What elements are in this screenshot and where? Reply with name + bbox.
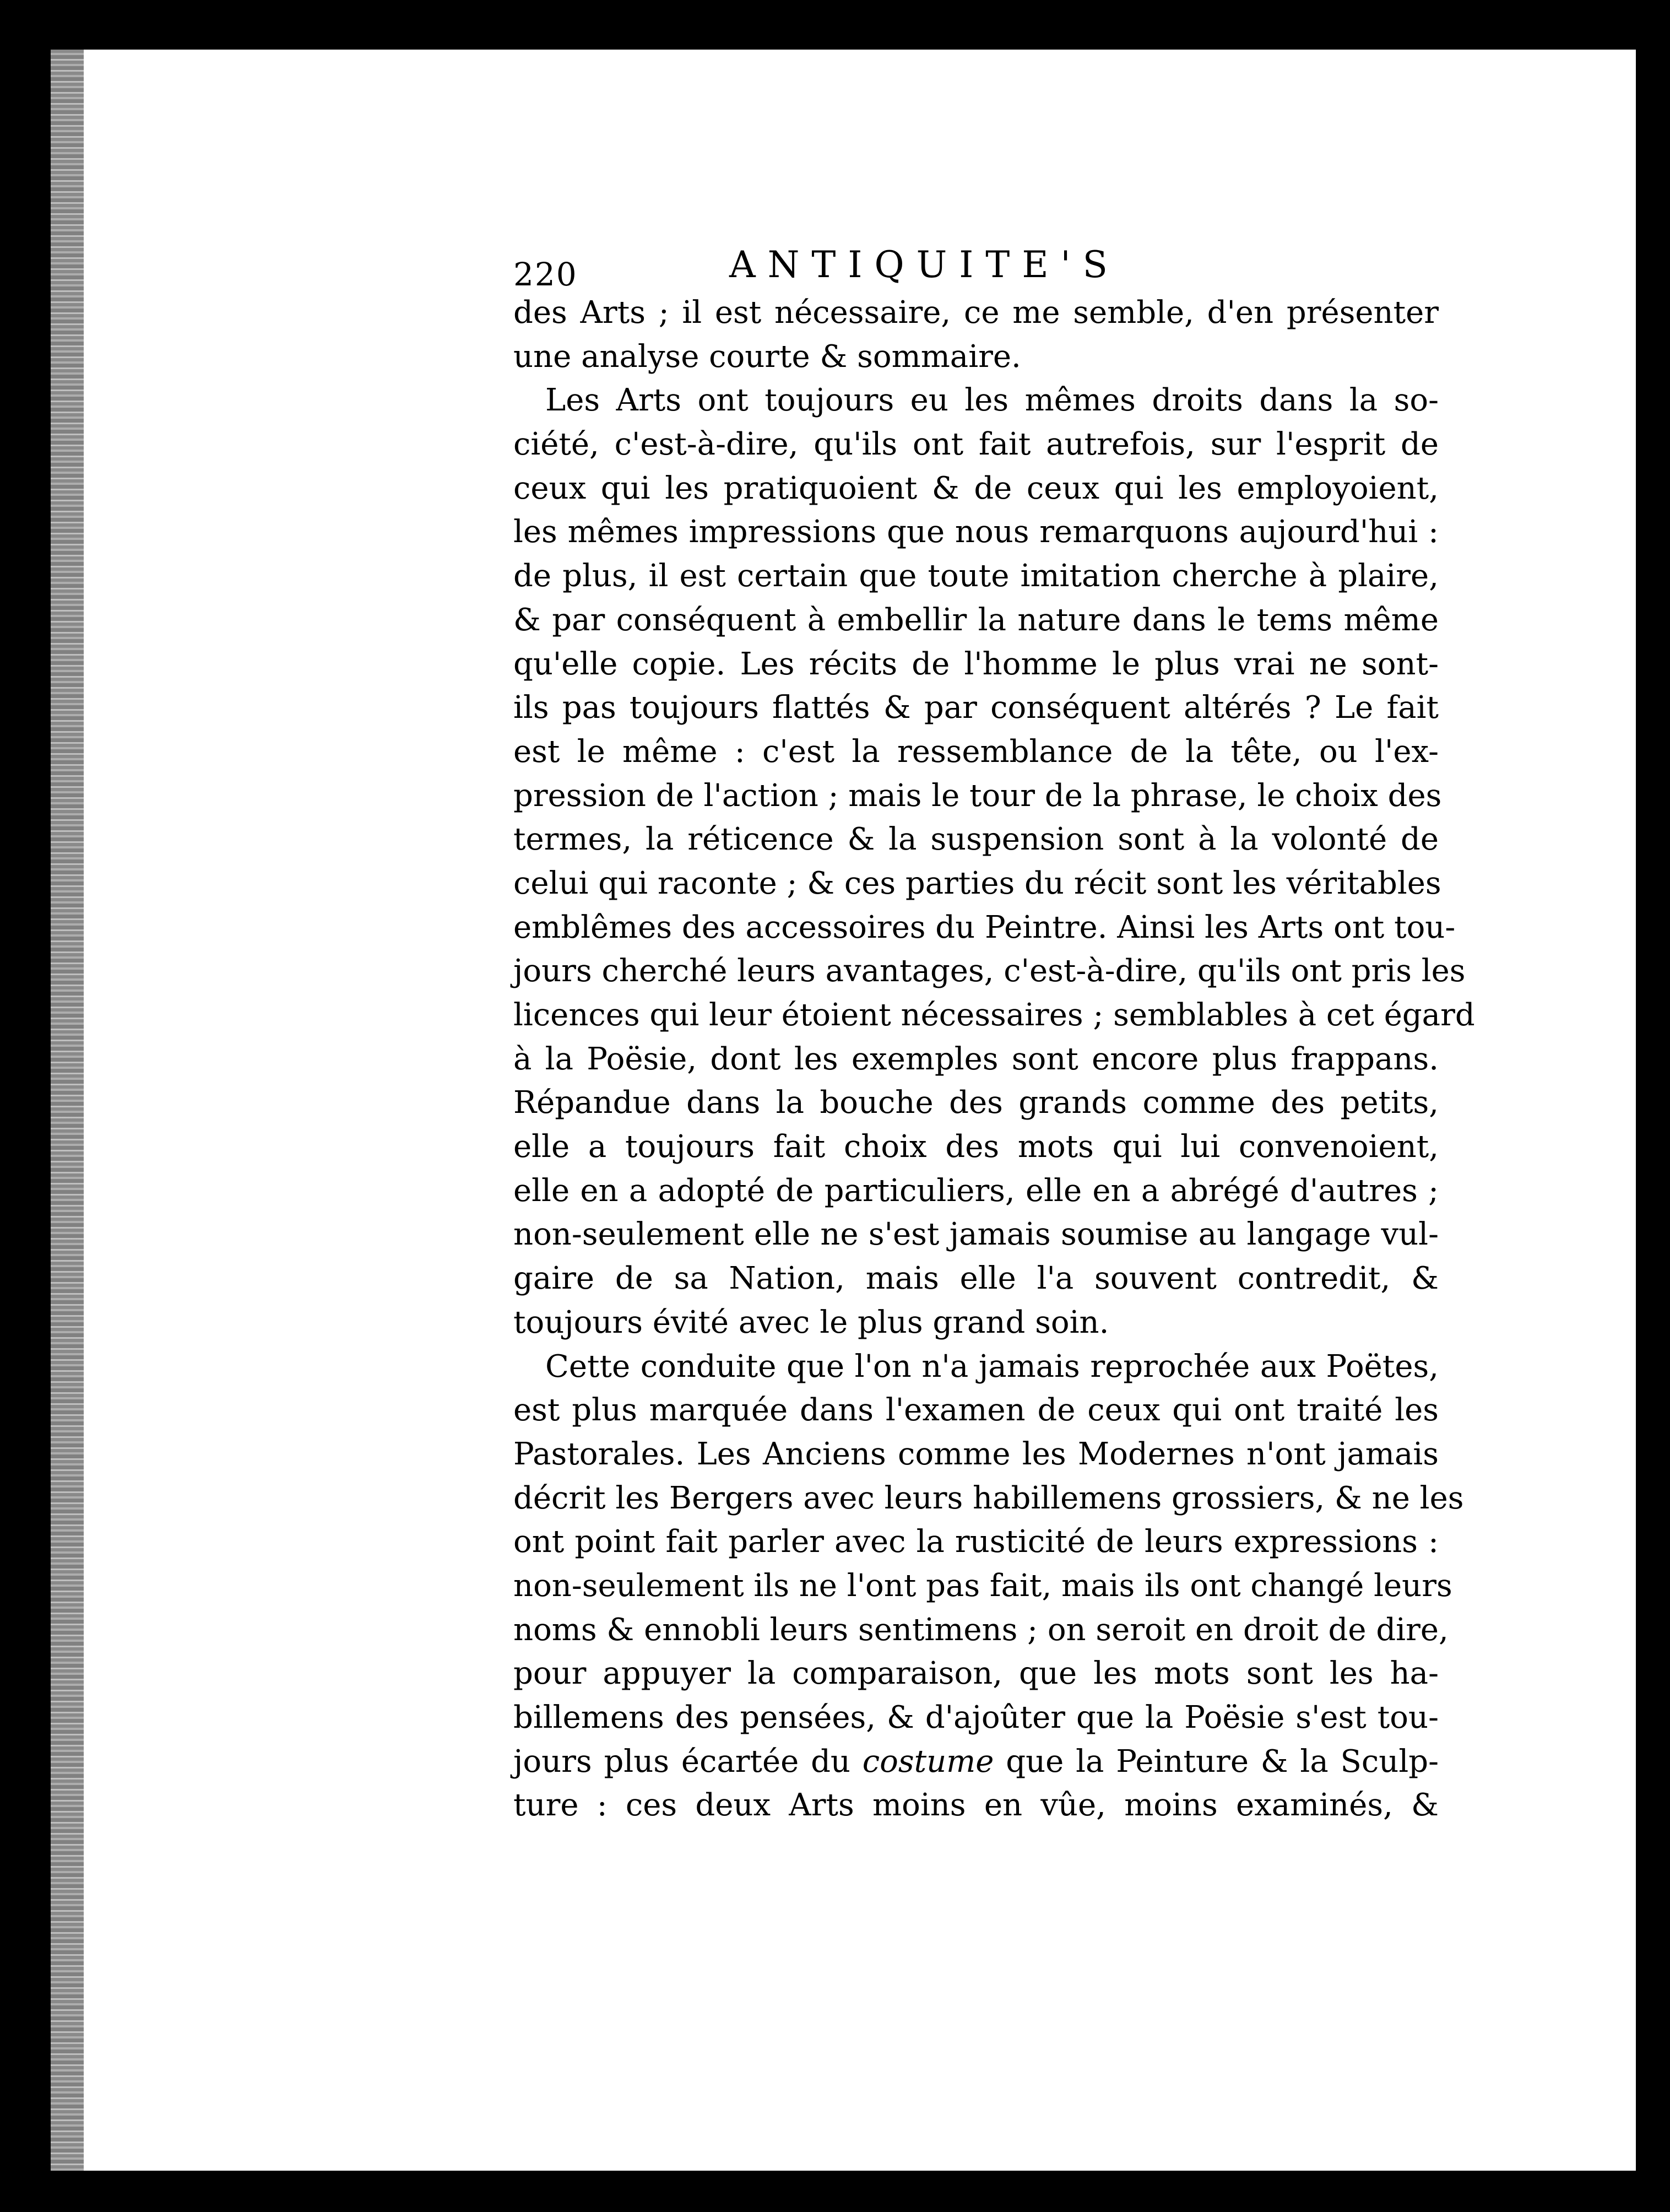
text-line: licences qui leur étoient nécessaires ; semblables à cet égard [513,997,1475,1033]
text-line: noms & ennobli leurs sentimens ; on seroit en droit de dire, [513,1611,1449,1648]
page-text-block [513,244,1475,1827]
text-line: ciété, c'est-à-dire, qu'ils ont fait autrefois, sur l'esprit de [513,426,1439,463]
text-line: qu'elle copie. Les récits de l'homme le plus vrai ne sont- [513,646,1439,682]
text-line: & par conséquent à embellir la nature dans le tems même [513,602,1439,638]
text-line: ture : ces deux Arts moins en vûe, moins examinés, & [513,1787,1439,1824]
text-line: pour appuyer la comparaison, que les mots sont les ha- [513,1656,1439,1692]
text-line: elle en a adopté de particuliers, elle en a abrégé d'autres ; [513,1172,1439,1209]
text-line: Cette conduite que l'on n'a jamais reprochée aux Poëtes, [545,1348,1439,1384]
page-edge-shadow [51,50,84,2171]
text-fragment: que la Peinture & la Sculp- [1006,1743,1439,1780]
text-line: elle a toujours fait choix des mots qui lui convenoient, [513,1129,1439,1165]
text-line: une analyse courte & sommaire. [513,338,1021,375]
text-line: de plus, il est certain que toute imitation cherche à plaire, [513,558,1439,594]
text-line: est le même : c'est la ressemblance de la tête, ou l'ex- [513,733,1439,770]
text-line: celui qui raconte ; & ces parties du récit sont les véritables [513,865,1441,901]
text-line: jours cherché leurs avantages, c'est-à-dire, qu'ils ont pris les [513,953,1466,989]
text-line: emblêmes des accessoires du Peintre. Ainsi les Arts ont tou- [513,909,1456,945]
text-line: des Arts ; il est nécessaire, ce me semble, d'en présenter [513,295,1439,331]
text-line: ceux qui les pratiquoient & de ceux qui les employoient, [513,470,1439,506]
italic-term-costume: costume [862,1743,994,1780]
text-line: ont point fait parler avec la rusticité de leurs expressions : [513,1524,1439,1560]
running-head [513,244,1439,291]
text-line: ils pas toujours flattés & par conséquent altérés ? Le fait [513,690,1439,726]
text-line: Répandue dans la bouche des grands comme des petits, [513,1085,1439,1121]
text-line: gaire de sa Nation, mais elle l'a souvent contredit, & [513,1261,1439,1297]
text-line: billemens des pensées, & d'ajoûter que la Poësie s'est tou- [513,1700,1439,1735]
page-number: 220 [513,256,578,293]
text-line: non-seulement elle ne s'est jamais soumise au langage vul- [513,1216,1439,1253]
text-line: termes, la réticence & la suspension sont à la volonté de [513,821,1439,858]
text-line-with-italic [513,1740,1439,1784]
text-line: Pastorales. Les Anciens comme les Modernes n'ont jamais [513,1436,1439,1472]
book-page [51,50,1636,2171]
text-line: à la Poësie, dont les exemples sont encore plus frappans. [513,1041,1439,1077]
text-line: toujours évité avec le plus grand soin. [513,1304,1109,1340]
running-title: ANTIQUITE'S [729,244,1120,286]
text-line: non-seulement ils ne l'ont pas fait, mais ils ont changé leurs [513,1567,1452,1604]
text-line: Les Arts ont toujours eu les mêmes droits dans la so- [545,382,1439,419]
text-line: pression de l'action ; mais le tour de la phrase, le choix des [513,777,1442,814]
text-line: décrit les Bergers avec leurs habillemens grossiers, & ne les [513,1480,1464,1516]
text-line: les mêmes impressions que nous remarquons aujourd'hui : [513,514,1439,550]
text-fragment: jours plus écartée du [513,1743,850,1780]
text-line: est plus marquée dans l'examen de ceux qui ont traité les [513,1392,1439,1429]
